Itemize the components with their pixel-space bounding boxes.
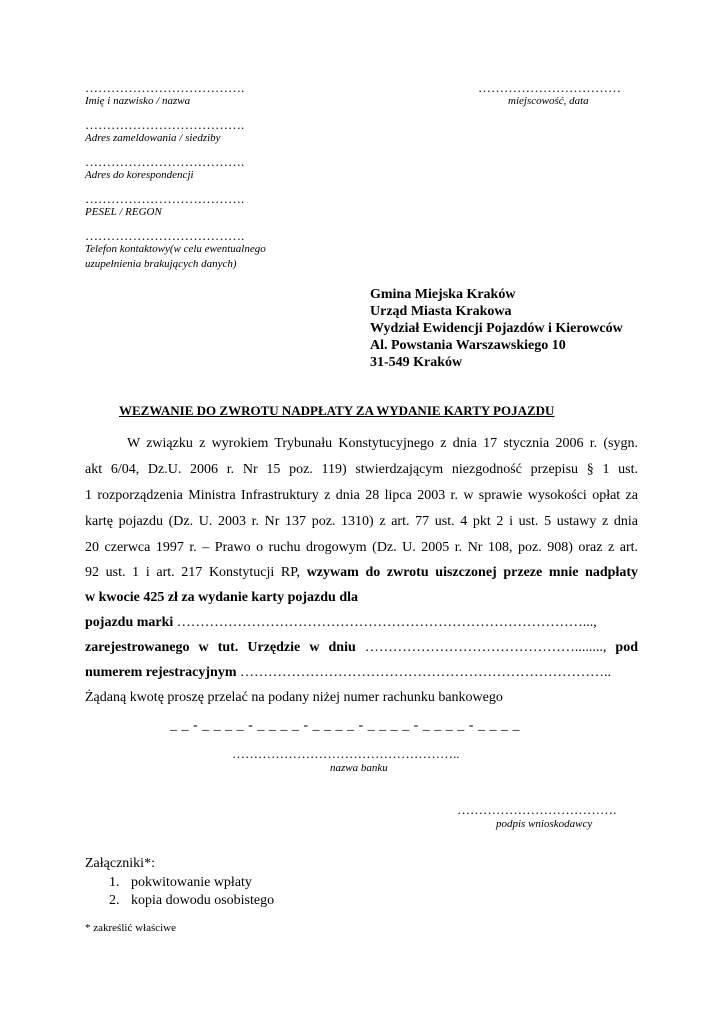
vehicle-make-label: pojazdu marki [85,615,174,630]
document-title: WEZWANIE DO ZWROTU NADPŁATY ZA WYDANIE KARTY POJAZDU [119,403,555,418]
registration-date-line [85,640,638,656]
recipient-line-3: Wydział Ewidencji Pojazdów i Kierowców [370,321,623,336]
account-number-pattern: _ _ - _ _ _ _ - _ _ _ _ - _ _ _ _ - _ _ _ _ - _ _ _ _ - _ _ _ _ [170,718,520,733]
list-item: 1. pokwitowanie wpłaty [109,875,252,890]
registration-number-label: numerem rejestracyjnym [85,665,237,680]
recipient-line-2: Urząd Miasta Krakowa [370,304,512,319]
phone-dots: ………………………………. [85,228,245,243]
name-dots: ………………………………. [85,80,245,95]
registration-number-line [85,665,611,681]
signature-label: podpis wnioskodawcy [496,818,593,830]
name-label: Imię i nazwisko / nazwa [85,95,191,107]
body-line-4: kartę pojazdu (Dz. U. 2003 r. Nr 137 poz. 1310) z art. 77 ust. 4 pkt 2 i ust. 5 ustawy z dnia [85,514,638,529]
registration-date-label: zarejestrowanego w tut. Urzędzie w dniu [85,640,356,655]
place-date-dots: …………………………… [478,80,621,95]
registration-number-dots: …………………………………………………………………….. [239,665,611,680]
vehicle-make-line [85,615,597,631]
correspondence-dots: ………………………………. [85,154,245,169]
registration-date-dots: ………………………………………........, [364,640,607,655]
body-line-6-bold: wzywam do zwrotu uiszczonej przeze mnie nadpłaty [306,565,638,580]
body-line-3: 1 rozporządzenia Ministra Infrastruktury z dnia 28 lipca 2003 r. w sprawie wysokości opłat za [85,488,638,503]
address-dots: ………………………………. [85,117,245,132]
recipient-line-5: 31-549 Kraków [370,355,463,370]
attachments-list [109,874,274,910]
body-line-1: W związku z wyrokiem Trybunału Konstytucyjnego z dnia 17 stycznia 2006 r. (sygn. [127,436,638,451]
attachments-heading: Załączniki*: [85,856,155,871]
vehicle-make-dots: ……………………………………………………………………………..., [176,615,597,630]
footnote: * zakreślić właściwe [85,922,177,934]
phone-label-2: uzupełnienia brakujących danych) [85,258,237,270]
bank-name-label: nazwa banku [330,762,388,774]
recipient-line-1: Gmina Miejska Kraków [370,287,516,302]
body-line-2: akt 6/04, Dz.U. 2006 r. Nr 15 poz. 119) stwierdzającym niezgodność przepisu § 1 ust. [85,462,638,477]
body-line-6-normal: 92 ust. 1 i art. 217 Konstytucji RP, [85,565,301,580]
pesel-dots: ………………………………. [85,191,245,206]
recipient-address [370,286,623,371]
body-line-6 [85,565,638,581]
body-line-7: w kwocie 425 zł za wydanie karty pojazdu dla [85,590,358,605]
signature-dots: ………………………………. [457,802,617,817]
address-label: Adres zameldowania / siedziby [85,132,221,144]
correspondence-label: Adres do korespondencji [85,169,194,181]
place-date-label: miejscowość, data [508,95,589,107]
phone-label-1: Telefon kontaktowy(w celu ewentualnego [85,243,266,255]
registration-date-end: pod [615,640,638,655]
bank-name-dots: …………………………………………….. [232,746,460,761]
body-line-5: 20 czerwca 1997 r. – Prawo o ruchu drogowym (Dz. U. 2005 r. Nr 108, poz. 908) oraz z art. [85,540,638,555]
pesel-label: PESEL / REGON [85,206,162,218]
list-item: 2. kopia dowodu osobistego [109,893,275,908]
recipient-line-4: Al. Powstania Warszawskiego 10 [370,338,566,353]
transfer-request: Żądaną kwotę proszę przelać na podany niżej numer rachunku bankowego [85,690,503,705]
